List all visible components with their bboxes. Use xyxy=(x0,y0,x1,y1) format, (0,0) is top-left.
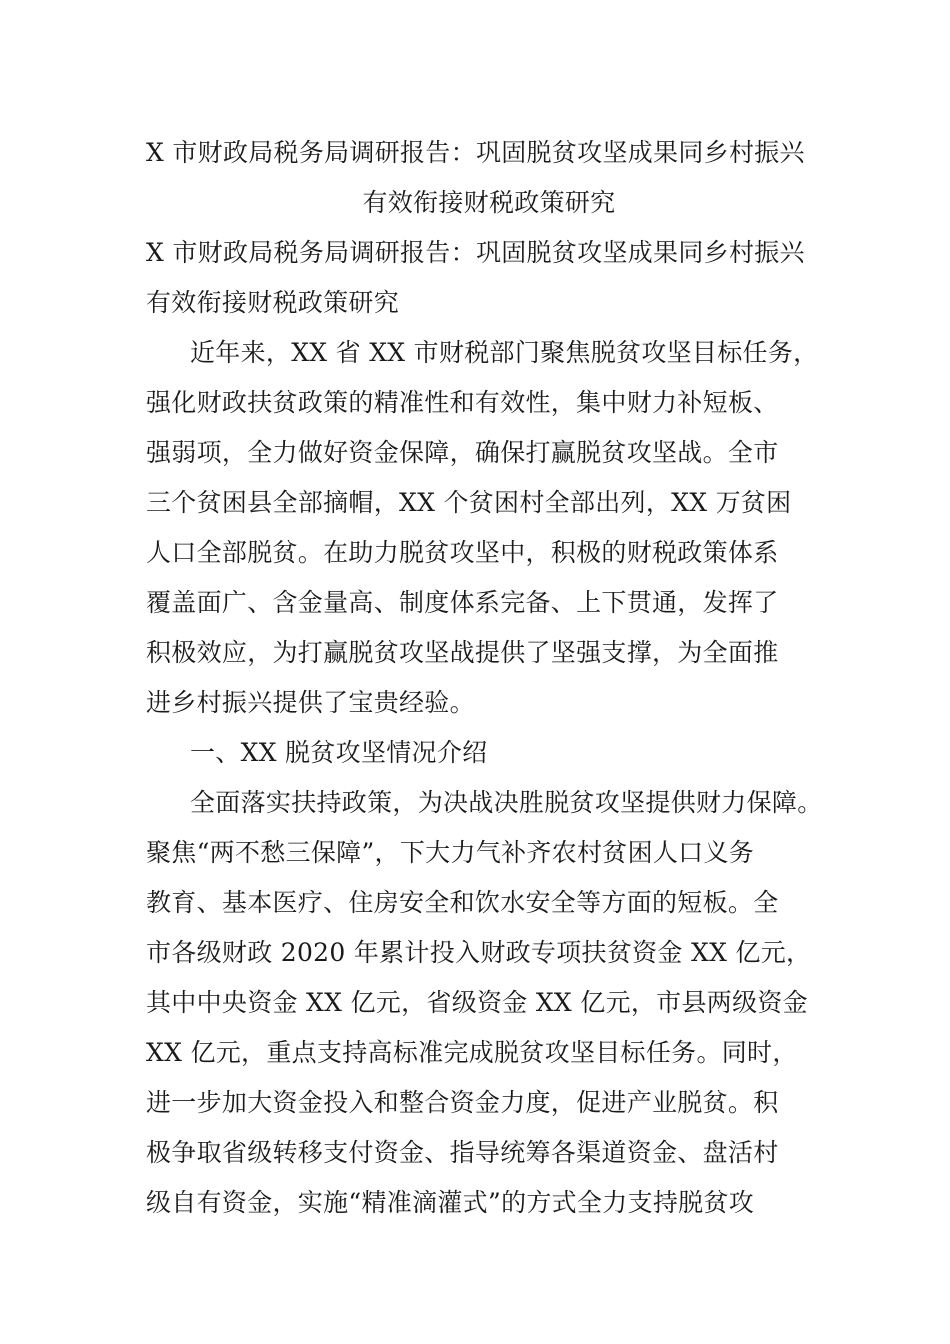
paragraph-line: 强弱项，全力做好资金保障，确保打赢脱贫攻坚战。全市 xyxy=(146,438,779,467)
paragraph-section-1 xyxy=(146,778,823,1228)
paragraph-line: 其中中央资金 XX 亿元，省级资金 XX 亿元，市县两级资金 xyxy=(146,988,808,1017)
paragraph-line: 人口全部脱贫。在助力脱贫攻坚中，积极的财税政策体系 xyxy=(146,538,779,567)
paragraph-line: 进一步加大资金投入和整合资金力度，促进产业脱贫。积 xyxy=(146,1088,779,1117)
paragraph-line: 全面落实扶持政策，为决战决胜脱贫攻坚提供财力保障。 xyxy=(190,788,823,817)
paragraph-line: 覆盖面广、含金量高、制度体系完备、上下贯通，发挥了 xyxy=(146,588,779,617)
document-subtitle-line-1: X 市财政局税务局调研报告：巩固脱贫攻坚成果同乡村振兴 xyxy=(146,238,805,267)
paragraph-line: 聚焦“两不愁三保障”，下大力气补齐农村贫困人口义务 xyxy=(146,838,755,867)
document-subtitle-line-2: 有效衔接财税政策研究 xyxy=(146,288,400,317)
paragraph-line: 极争取省级转移支付资金、指导统筹各渠道资金、盘活村 xyxy=(146,1138,779,1167)
paragraph-line: XX 亿元，重点支持高标准完成脱贫攻坚目标任务。同时， xyxy=(146,1038,798,1067)
paragraph-line: 积极效应，为打赢脱贫攻坚战提供了坚强支撑，为全面推 xyxy=(146,638,779,667)
paragraph-line: 级自有资金，实施“精准滴灌式”的方式全力支持脱贫攻 xyxy=(146,1188,755,1217)
document-title-line-2: 有效衔接财税政策研究 xyxy=(362,188,616,217)
section-heading: 一、XX 脱贫攻坚情况介绍 xyxy=(190,738,488,767)
document-body xyxy=(146,128,823,1228)
paragraph-line: 三个贫困县全部摘帽，XX 个贫困村全部出列，XX 万贫困 xyxy=(146,488,792,517)
document-title-line-1: X 市财政局税务局调研报告：巩固脱贫攻坚成果同乡村振兴 xyxy=(146,138,805,167)
paragraph-intro xyxy=(146,328,819,728)
paragraph-line: 市各级财政 2020 年累计投入财政专项扶贫资金 XX 亿元， xyxy=(146,938,812,967)
paragraph-line: 进乡村振兴提供了宝贵经验。 xyxy=(146,688,475,717)
paragraph-line: 近年来，XX 省 XX 市财税部门聚焦脱贫攻坚目标任务， xyxy=(190,338,819,367)
paragraph-line: 教育、基本医疗、住房安全和饮水安全等方面的短板。全 xyxy=(146,888,779,917)
paragraph-line: 强化财政扶贫政策的精准性和有效性，集中财力补短板、 xyxy=(146,388,779,417)
